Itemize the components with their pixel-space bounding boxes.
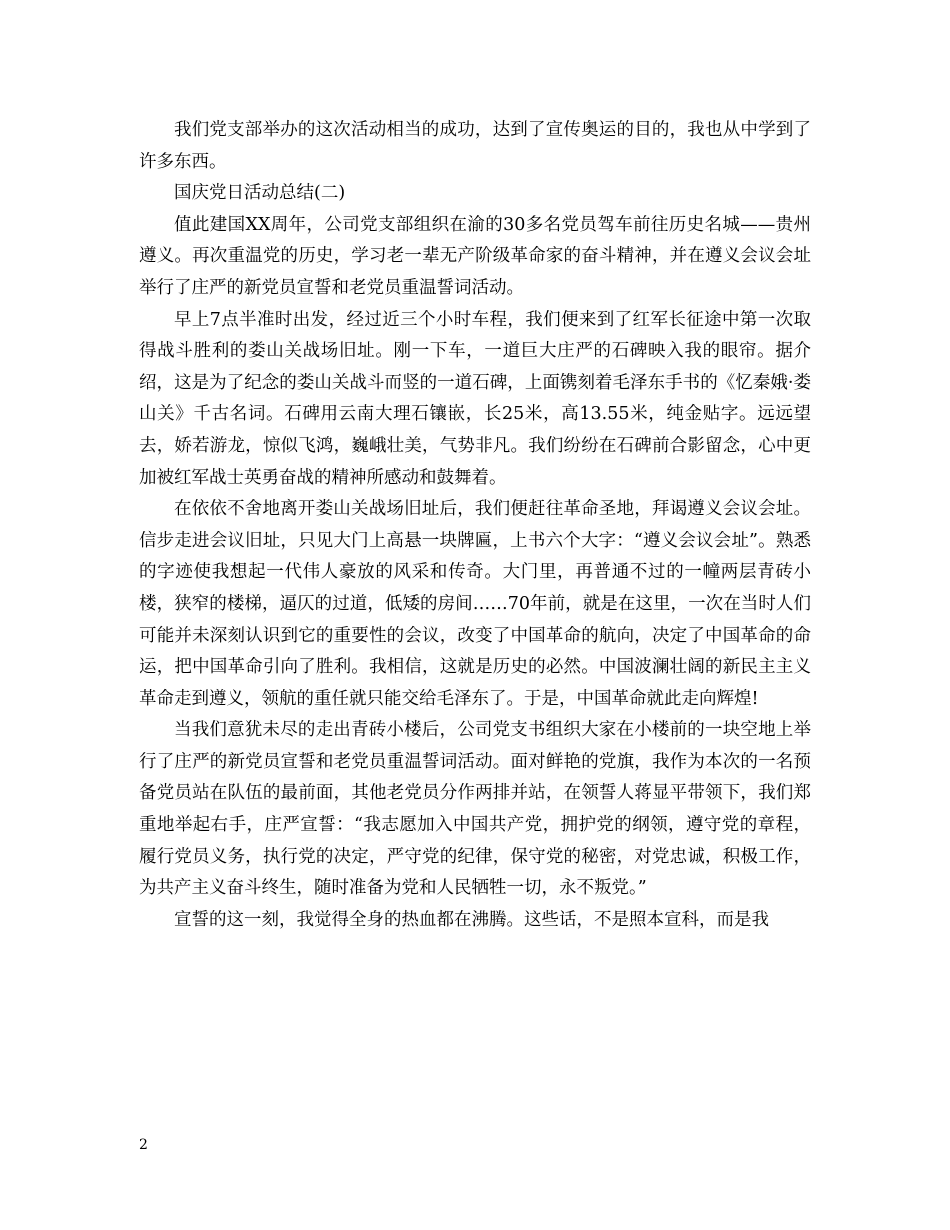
page-number: 2 [139,1137,148,1153]
section-heading: 国庆党日活动总结(二) [174,183,346,204]
paragraph-reflection: 宣誓的这一刻，我觉得全身的热血都在沸腾。这些话，不是照本宣科，而是我 [174,909,769,930]
document-body [139,115,811,936]
paragraph-oath: 当我们意犹未尽的走出青砖小楼后，公司党支书组织大家在小楼前的一块空地上举行了庄严的新党员宣誓和老党员重温誓词活动。面对鲜艳的党旗，我作为本次的一名预备党员站在队伍的最前面，其他老党员分作两排并站，在领誓人蒋显平带领下，我们郑重地举起右手，庄严宣誓：“我志愿加入中国共产党，拥护党的纲领，遵守党的章程，履行党员义务，执行党的决定，严守党的纪律，保守党的秘密，对党忠诚，积极工作，为共产主义奋斗终生，随时准备为党和人民牺牲一切，永不叛党。” [139,720,811,899]
paragraph-loushanguan: 早上7点半准时出发，经过近三个小时车程，我们便来到了红军长征途中第一次取得战斗胜利的娄山关战场旧址。刚一下车，一道巨大庄严的石碑映入我的眼帘。据介绍，这是为了纪念的娄山关战斗而竖的一道石碑，上面镌刻着毛泽东手书的《忆秦娥·娄山关》千古名词。石碑用云南大理石镶嵌，长25米，高13.55米，纯金贴字。远远望去，娇若游龙，惊似飞鸿，巍峨壮美，气势非凡。我们纷纷在石碑前合影留念，心中更加被红军战士英勇奋战的精神所感动和鼓舞着。 [139,309,811,488]
paragraph-zunyi-site: 在依依不舍地离开娄山关战场旧址后，我们便赶往革命圣地，拜谒遵义会议会址。信步走进会议旧址，只见大门上高悬一块牌匾，上书六个大字：“遵义会议会址”。熟悉的字迹使我想起一代伟人豪放的风采和传奇。大门里，再普通不过的一幢两层青砖小楼，狭窄的楼梯，逼仄的过道，低矮的房间……70年前，就是在这里，一次在当时人们可能并未深刻认识到它的重要性的会议，改变了中国革命的航向，决定了中国革命的命运，把中国革命引向了胜利。我相信，这就是历史的必然。中国波澜壮阔的新民主主义革命走到遵义，领航的重任就只能交给毛泽东了。于是，中国革命就此走向辉煌! [139,499,811,709]
paragraph-closing-summary: 我们党支部举办的这次活动相当的成功，达到了宣传奥运的目的，我也从中学到了许多东西。 [139,120,811,172]
paragraph-intro: 值此建国XX周年，公司党支部组织在渝的30多名党员驾车前往历史名城——贵州遵义。再次重温党的历史，学习老一辈无产阶级革命家的奋斗精神，并在遵义会议会址举行了庄严的新党员宣誓和老党员重温誓词活动。 [139,214,811,298]
